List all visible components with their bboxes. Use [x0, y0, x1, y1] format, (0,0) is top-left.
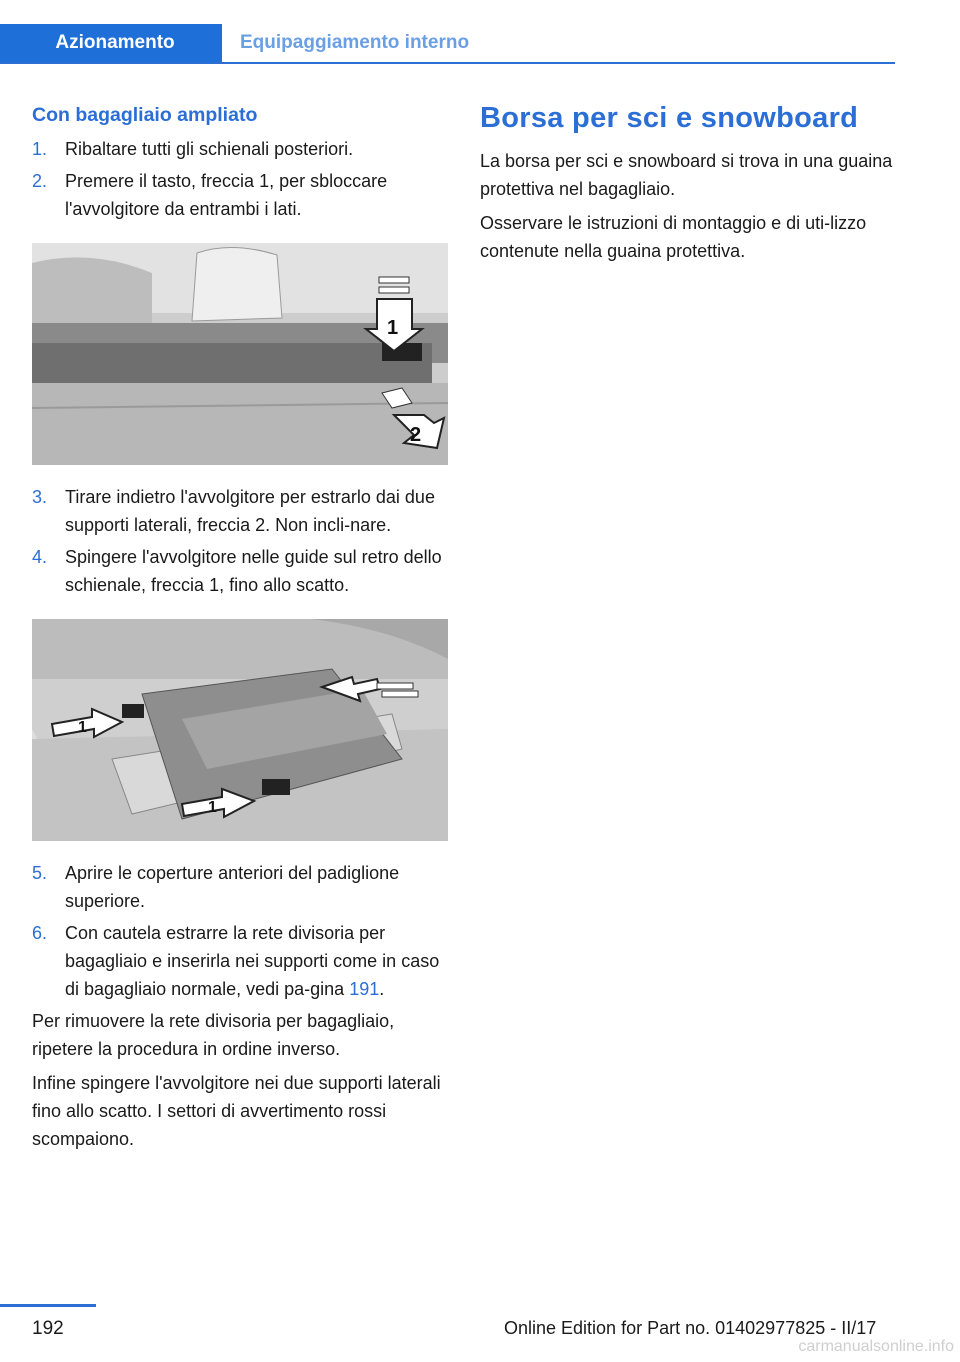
- step-number: 3.: [32, 487, 48, 507]
- step-number: 6.: [32, 923, 48, 943]
- list-item: [32, 859, 448, 915]
- edition-info: Online Edition for Part no. 01402977825 - II/17: [504, 1318, 877, 1338]
- step-text: Ribaltare tutti gli schienali posteriori.: [65, 139, 354, 159]
- section-heading: Borsa per sci e snowboard: [480, 102, 859, 134]
- header-bar: [0, 24, 895, 64]
- arrow-label: 2: [410, 424, 422, 446]
- right-column: [480, 100, 896, 271]
- step-text: Premere il tasto, freccia 1, per sbloccare l'avvolgitore da entrambi i lati.: [65, 171, 388, 219]
- footer-accent-bar: [0, 1304, 96, 1307]
- list-item: [32, 543, 448, 599]
- step-text: Tirare indietro l'avvolgitore per estrarlo dai due supporti laterali, freccia 2. Non incli-nare.: [65, 487, 435, 535]
- body-paragraph: La borsa per sci e snowboard si trova in una guaina protettiva nel bagagliaio.: [480, 151, 893, 199]
- list-item: [32, 919, 448, 1003]
- watermark: carmanualsonline.info: [798, 1338, 954, 1355]
- tab-equipaggiamento-interno[interactable]: Equipaggiamento interno: [240, 32, 470, 53]
- step-number: 4.: [32, 547, 48, 567]
- arrow-label: 1: [78, 719, 87, 736]
- step-number: 5.: [32, 863, 48, 883]
- arrow-label: 1: [387, 317, 399, 339]
- body-paragraph: Osservare le istruzioni di montaggio e di uti-lizzo contenute nella guaina protettiva.: [480, 213, 867, 261]
- step-text-end: .: [379, 979, 385, 999]
- page-number: 192: [32, 1318, 64, 1339]
- step-number: 1.: [32, 139, 48, 159]
- tab-azionamento[interactable]: Azionamento: [0, 24, 222, 62]
- step-number: 2.: [32, 171, 48, 191]
- step-text: Spingere l'avvolgitore nelle guide sul retro dello schienale, freccia 1, fino allo scatto.: [65, 547, 442, 595]
- section-subheading: Con bagagliaio ampliato: [32, 104, 258, 126]
- figure-roller-blind-backrest: [32, 619, 448, 841]
- body-paragraph: Infine spingere l'avvolgitore nei due supporti laterali fino allo scatto. I settori di avvertimento rossi scompaiono.: [32, 1073, 441, 1149]
- step-text: Aprire le coperture anteriori del padiglione superiore.: [65, 863, 400, 911]
- page-link[interactable]: 191: [349, 979, 380, 999]
- step-text-body: Con cautela estrarre la rete divisoria per bagagliaio e inserirla nei supporti come in caso di bagagliaio normale, vedi pa-gina: [65, 923, 440, 999]
- body-paragraph: Per rimuovere la rete divisoria per bagagliaio, ripetere la procedura in ordine inverso.: [32, 1011, 395, 1059]
- list-item: [32, 135, 448, 163]
- figure-roller-blind-unlock: [32, 243, 448, 465]
- step-text: [65, 919, 448, 1003]
- left-column: [32, 100, 448, 1159]
- list-item: [32, 167, 448, 223]
- list-item: [32, 483, 448, 539]
- arrow-label: 1: [208, 799, 217, 816]
